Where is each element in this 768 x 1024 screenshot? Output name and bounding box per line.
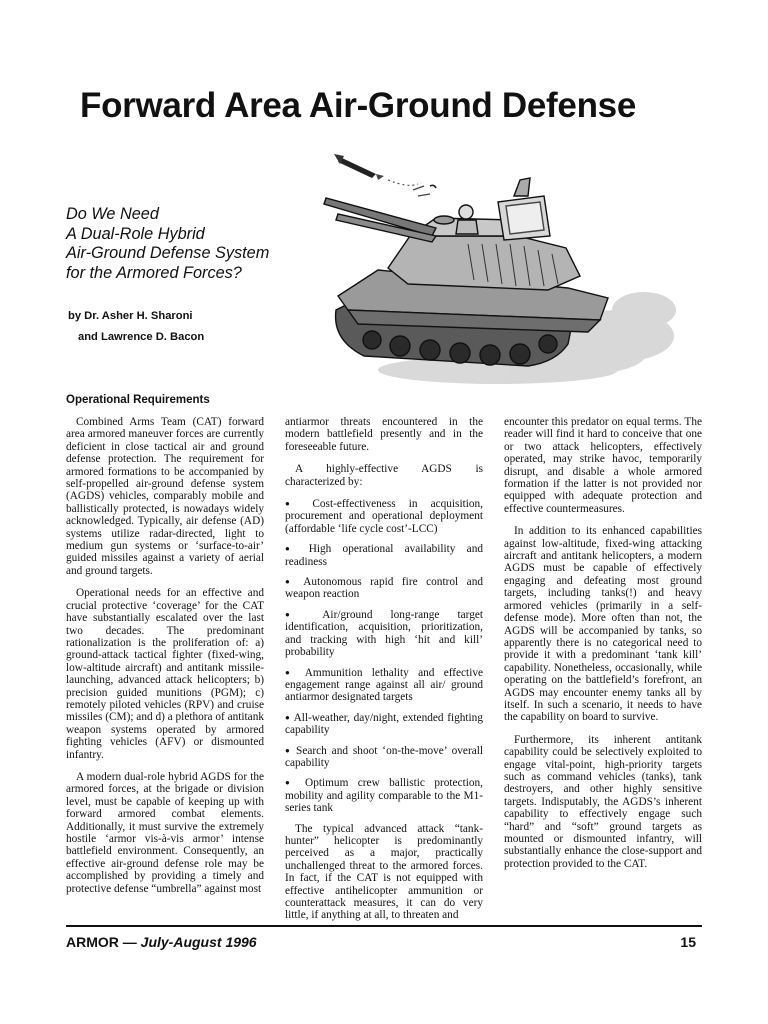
tank-firing-missile-illustration (318, 140, 678, 390)
paragraph: A modern dual-role hybrid AGDS for the armored forces, at the brigade or division level, must be capable of keeping up with forward armored combat elements. Additionally, it must survive the extremely hostile ‘armor vis-à-vis armor’ intense battlefield environment. Consequently, an effective air-ground defense role may be accomplished by providing a timely and protective defense “umbrella” against most (66, 770, 264, 895)
paragraph: Operational needs for an effective and crucial protective ‘coverage’ for the CAT have substantially escalated over the last two decades. The predominant rationalization is the proliferation of: a) ground-attack tactical fighter (fixed-wing, low-altitude aircraft) and antitank missile-launching, advanced attack helicopters; b) precision guided munitions (PGM); c) remotely piloted vehicles (RPV) and cruise missiles (CM); and d) a plethora of antitank weapon systems operated by armored fighting vehicles (AFV) or dismounted infantry. (66, 587, 264, 761)
column-1 (66, 416, 264, 905)
page-number: 15 (680, 934, 696, 950)
subtitle-line: A Dual-Role Hybrid (66, 224, 205, 243)
publication-name: ARMOR — (66, 934, 137, 950)
bullet-item: ● Ammunition lethality and effective engagement range against all air/ ground antiarmor designated targets (285, 667, 483, 704)
subtitle-line: Do We Need (66, 205, 159, 223)
section-heading: Operational Requirements (66, 394, 210, 406)
subtitle-line: for the Armored Forces? (66, 263, 242, 282)
paragraph: Combined Arms Team (CAT) forward area armored maneuver forces are currently deficient in close tactical air and ground defense protection. The requirement for armored formations to be accompanied by self-propelled air-ground defense system (AGDS) vehicles, comparably mobile and ballistically protected, is nowadays widely acknowledged. Typically, air defense (AD) systems utilize radar-directed, light to medium gun systems or ‘surface-to-air’ guided missiles against a variety of aerial and ground targets. (66, 416, 264, 577)
footer-publication (66, 934, 257, 950)
paragraph: encounter this predator on equal terms. The reader will find it hard to conceive that one or two attack helicopters, effectively operated, may strike havoc, temporarily disrupt, and disable a whole armored formation if the latter is not provided nor equipped with adequate protection and effective countermeasures. (504, 416, 702, 515)
author-line-2: and Lawrence D. Bacon (78, 331, 205, 343)
bullet-item: ● High operational availability and readiness (285, 543, 483, 568)
paragraph: Furthermore, its inherent antitank capability could be selectively exploited to engage vital-point, high-priority targets such as command vehicles (tanks), tank destroyers, and other highly sensitive targets. Indisputably, the AGDS’s inherent capability to effectively engage such “hard” and “soft” ground targets as mounted or dismounted infantry, will substantially enhance the close-support and protection provided to the CAT. (504, 733, 702, 870)
column-3 (504, 416, 702, 880)
bullet-item: ● Optimum crew ballistic protection, mobility and agility comparable to the M1-series tank (285, 777, 483, 814)
column-2 (285, 416, 483, 932)
bullet-item: ● Air/ground long-range target identification, acquisition, prioritization, and tracking with high ‘hit and kill’ probability (285, 609, 483, 659)
issue-date: July-August 1996 (140, 934, 257, 950)
paragraph: The typical advanced attack “tank-hunter” helicopter is predominantly perceived as a major, practically unchallenged threat to the armored forces. In fact, if the CAT is not equipped with effective antihelicopter ammunition or counterattack measures, it can do very little, if anything at all, to threaten and (285, 822, 483, 922)
bullet-item: ● All-weather, day/night, extended fighting capability (285, 712, 483, 737)
footer-rule (66, 925, 702, 927)
article-title: Forward Area Air-Ground Defense (80, 86, 636, 125)
paragraph: antiarmor threats encountered in the modern battlefield presently and in the foreseeable future. (285, 416, 483, 453)
bullet-item: ● Autonomous rapid fire control and weapon reaction (285, 576, 483, 601)
article-subtitle (66, 205, 306, 283)
author-line-1: by Dr. Asher H. Sharoni (68, 310, 193, 322)
byline (68, 306, 204, 348)
paragraph: A highly-effective AGDS is characterized by: (285, 463, 483, 488)
bullet-item: ● Search and shoot ‘on-the-move’ overall capability (285, 745, 483, 770)
paragraph: In addition to its enhanced capabilities against low-altitude, fixed-wing attacking aircraft and antitank helicopters, a modern AGDS must be capable of effectively engaging and defeating most ground targets, including tanks(!) and heavy armored vehicles (primarily in a self-defense mode). More often than not, the AGDS will be accompanied by tanks, so apparently there is no categorical need to provide it with a predominant ‘tank kill’ capability. Nonetheless, occasionally, while operating on the battlefield’s forefront, an AGDS may encounter enemy tanks all by itself. In such a scenario, it needs to have the capability on board to survive. (504, 525, 702, 724)
tank-icon (324, 178, 608, 366)
subtitle-line: Air-Ground Defense System (66, 244, 270, 262)
bullet-item: ● Cost-effectiveness in acquisition, procurement and operational deployment (affordable ‘life cycle cost’-LCC) (285, 498, 483, 535)
missile-icon (334, 154, 436, 196)
